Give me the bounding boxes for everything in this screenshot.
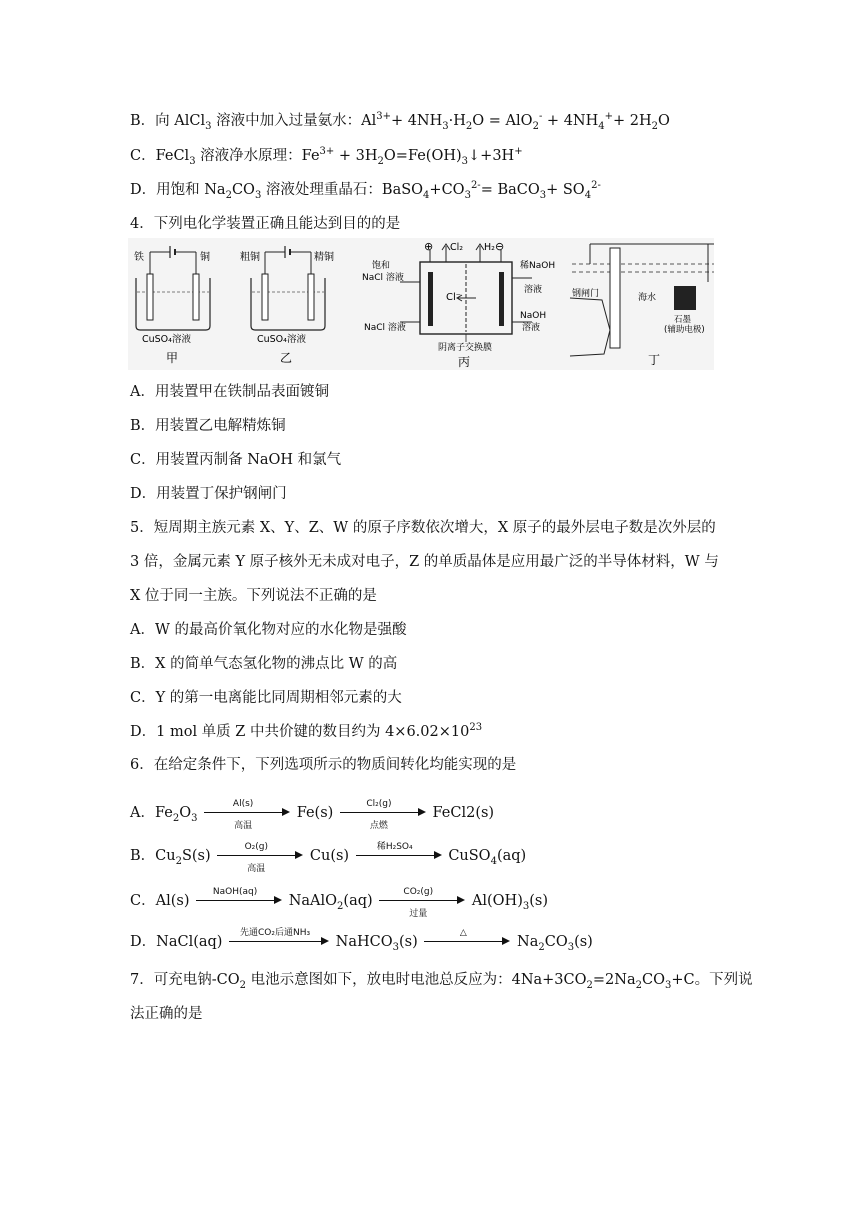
bing-out-right-1: NaOH xyxy=(520,311,547,321)
q6-d-arrow-2: △ xyxy=(424,932,510,952)
q6-c-arrow-1: NaOH(aq) xyxy=(196,891,282,911)
q6-b-arrow-1: O₂(g) 高温 xyxy=(217,846,303,866)
yi-caption: 乙 xyxy=(280,351,293,365)
bing-out-right-2: 溶液 xyxy=(522,323,541,333)
yi-solution: CuSO₄溶液 xyxy=(257,334,306,345)
q4-apparatus-figure xyxy=(128,238,714,370)
q4-option-a: A．用装置甲在铁制品表面镀铜 xyxy=(130,384,329,400)
q4-option-c: C．用装置丙制备 NaOH 和氯气 xyxy=(130,452,342,468)
q6-a-arrow-1: Al(s) 高温 xyxy=(204,803,290,823)
bing-in-right-1: 稀NaOH xyxy=(520,261,556,271)
jia-right-label: 铜 xyxy=(200,252,210,263)
q6-c-arrow-2: CO₂(g) 过量 xyxy=(379,891,465,911)
jia-solution: CuSO₄溶液 xyxy=(142,334,191,345)
q6-option-c: C．Al(s) NaOH(aq) NaAlO$_2$(aq) CO₂(g) 过量 $Al(OH)_3(s)$ xyxy=(130,887,548,919)
bing-in-right-2: 溶液 xyxy=(524,285,543,295)
ding-water-label: 海水 xyxy=(638,293,657,303)
yi-left-label: 粗铜 xyxy=(240,252,260,263)
jia-caption: 甲 xyxy=(166,351,179,365)
bing-anode-sign: ⊕ xyxy=(424,240,434,253)
q5-stem-line-1: 5．短周期主族元素 X、Y、Z、W 的原子序数依次增大，X 原子的最外层电子数是次外层的 xyxy=(130,520,716,536)
q6-option-b: B．$Cu_2S(s)$ O₂(g) 高温 Cu(s) 稀H₂SO₄ CuSO$_4$(aq) xyxy=(130,842,527,874)
bing-membrane: 阴离子交换膜 xyxy=(438,343,493,353)
q5-option-b: B．X 的简单气态氢化物的沸点比 W 的高 xyxy=(130,656,398,672)
q7-stem-line-2: 法正确的是 xyxy=(130,1006,203,1022)
q6-option-d: D．NaCl(aq) 先通CO₂后通NH₃ NaHCO$_3$(s) △ $Na_2CO_3(s)$ xyxy=(130,928,593,953)
ding-electrode-label-2: (辅助电极) xyxy=(664,325,705,335)
ding-gate-label: 钢闸门 xyxy=(572,289,600,299)
bing-caption: 丙 xyxy=(458,355,471,369)
q6-a-arrow-2: Cl₂(g) 点燃 xyxy=(340,803,426,823)
ding-electrode-label-1: 石墨 xyxy=(674,315,692,325)
bing-ion: Cl⁻ xyxy=(446,292,462,303)
q3-option-b: B．向 AlCl$_3$ 溶液中加入过量氨水：$Al^{3+}+ 4NH_3\cdot H_2O = AlO_2^- + 4NH_4^++ 2H_2O$ xyxy=(130,111,670,132)
bing-gas-h2: H₂ xyxy=(484,242,495,253)
q6-option-a: A．$Fe_2O_3$ Al(s) 高温 Fe(s) Cl₂(g) 点燃 FeCl2(s) xyxy=(130,799,495,831)
bing-in-left-2: NaCl 溶液 xyxy=(362,273,404,283)
q5-option-c: C．Y 的第一电离能比同周期相邻元素的大 xyxy=(130,690,402,706)
q5-stem-line-2: 3 倍，金属元素 Y 原子核外无未成对电子，Z 的单质晶体是应用最广泛的半导体材料，W 与 xyxy=(130,554,719,570)
q3-option-d: D．用饱和 $Na_2CO_3$ 溶液处理重晶石：$BaSO_4+CO_3^{2-}=$ BaCO$_3$+ $SO_4^{2-}$ xyxy=(130,180,601,201)
q4-option-d: D．用装置丁保护钢闸门 xyxy=(130,486,287,502)
jia-left-label: 铁 xyxy=(134,252,144,263)
q6-d-arrow-1: 先通CO₂后通NH₃ xyxy=(229,932,329,952)
q5-stem-line-3: X 位于同一主族。下列说法不正确的是 xyxy=(130,588,377,604)
ding-caption: 丁 xyxy=(648,353,661,367)
bing-cathode-sign: ⊖ xyxy=(495,240,505,253)
bing-out-left: NaCl 溶液 xyxy=(364,323,406,333)
yi-right-label: 精铜 xyxy=(314,252,334,263)
bing-in-left-1: 饱和 xyxy=(372,261,391,271)
q4-stem: 4．下列电化学装置正确且能达到目的的是 xyxy=(130,216,401,232)
q3-option-c: C．FeCl$_3$ 溶液净水原理：$Fe^{3+}$ + $3H_2O=Fe(OH)_3↓+3H^+$ xyxy=(130,146,523,167)
q5-option-a: A．W 的最高价氧化物对应的水化物是强酸 xyxy=(130,622,407,638)
q4-option-b: B．用装置乙电解精炼铜 xyxy=(130,418,286,434)
q5-option-d: D．1 mol 单质 Z 中共价键的数目约为 $4\times 6.02\times 10^{23}$ xyxy=(130,722,483,740)
q6-b-arrow-2: 稀H₂SO₄ xyxy=(356,846,442,866)
bing-gas-cl2: Cl₂ xyxy=(450,242,464,253)
q7-stem-line-1: 7．可充电钠$-CO_2$ 电池示意图如下，放电时电池总反应为：$4Na+3CO_2=2Na_2CO_3+C$。下列说 xyxy=(130,972,753,991)
q6-stem: 6．在给定条件下，下列选项所示的物质间转化均能实现的是 xyxy=(130,757,517,773)
